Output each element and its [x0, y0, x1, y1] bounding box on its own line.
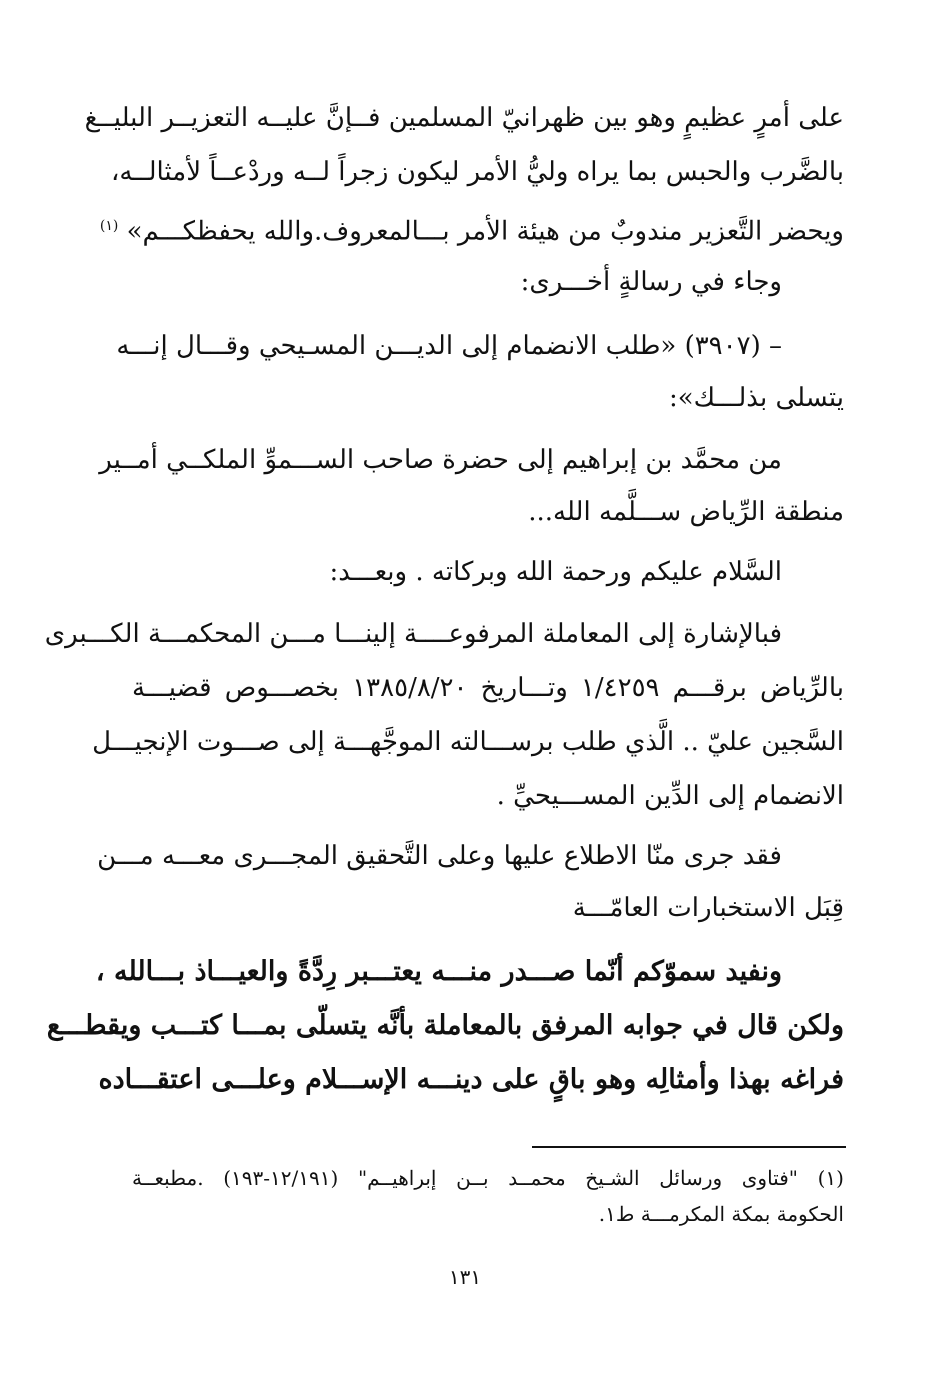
- body-line: – (٣٩٠٧) «طلب الانضمام إلى الديـــن المسـيحي وقـــال إنـــه: [116, 331, 782, 361]
- greeting-line: السَّلام عليكم ورحمة الله وبركاته . وبعـــد:: [329, 557, 782, 587]
- bold-body-line: ولكن قال في جوابه المرفق بالمعاملة بأنَّه يتسلّى بمـــا كتـــب ويقطـــع: [46, 1010, 844, 1041]
- intro-line: وجاء في رسالةٍ أخـــرى:: [520, 267, 782, 297]
- body-line: بالضَّرب والحبس بما يراه وليُّ الأمر ليكون زجراً لــه وردْعــاً لأمثالــه،: [111, 157, 844, 187]
- body-line: فقد جرى منّا الاطلاع عليها وعلى التَّحقيق المجـــرى معـــه مـــن: [97, 841, 782, 871]
- body-line: السَّجين عليّ .. الَّذي طلب برســـالته الموجَّهـــة إلى صـــوت الإنجيـــل: [92, 727, 844, 757]
- body-line: على أمرٍ عظيمٍ وهو بين ظهرانيّ المسلمين فــإنَّ عليــه التعزيــر البليــغ: [84, 103, 844, 133]
- footnote-line: (١) "فتاوى ورسائل الشـيخ محمــد بــن إبراهيــم" (١٢/١٩١-١٩٣) .مطبعــة: [132, 1166, 844, 1190]
- body-line: منطقة الرِّياض ســـلَّمه الله...: [528, 497, 844, 527]
- page-number: ١٣١: [448, 1265, 482, 1289]
- footnote-line: الحكومة بمكة المكرمـــة ط١.: [598, 1202, 844, 1226]
- body-line: قِبَل الاستخبارات العامّـــة: [572, 893, 844, 923]
- bold-body-line: فراغه بهذا وأمثالِه وهو باقٍ على دينـــه الإســـلام وعلـــى اعتقـــاده: [98, 1064, 844, 1095]
- body-line: بالرِّياض برقـــم ١/٤٢٥٩ وتـــاريخ ١٣٨٥/٨/٢٠ بخصـــوص قضيـــة: [132, 673, 844, 703]
- footnote-reference: (١): [99, 218, 119, 234]
- body-line-text: ويحضر التَّعزير مندوبٌ من هيئة الأمر بـــالمعروف.والله يحفظكـــم»: [126, 216, 844, 247]
- body-line: يتسلى بذلـــك»:: [668, 383, 844, 413]
- body-line: الانضمام إلى الدِّين المســـيحيِّ .: [496, 781, 844, 811]
- bold-body-line: ونفيد سموّكم أنّما صـــدر منـــه يعتـــبر رِدَّةً والعيـــاذ بـــالله ،: [95, 956, 782, 987]
- footnote-separator: [532, 1146, 846, 1148]
- body-line: [99, 206, 844, 247]
- body-line: من محمَّد بن إبراهيم إلى حضرة صاحب الســـموِّ الملكــي أمــير: [99, 445, 782, 475]
- body-line: فبالإشارة إلى المعاملة المرفوعــــة إلينـــا مـــن المحكمـــة الكـــبرى: [44, 619, 782, 649]
